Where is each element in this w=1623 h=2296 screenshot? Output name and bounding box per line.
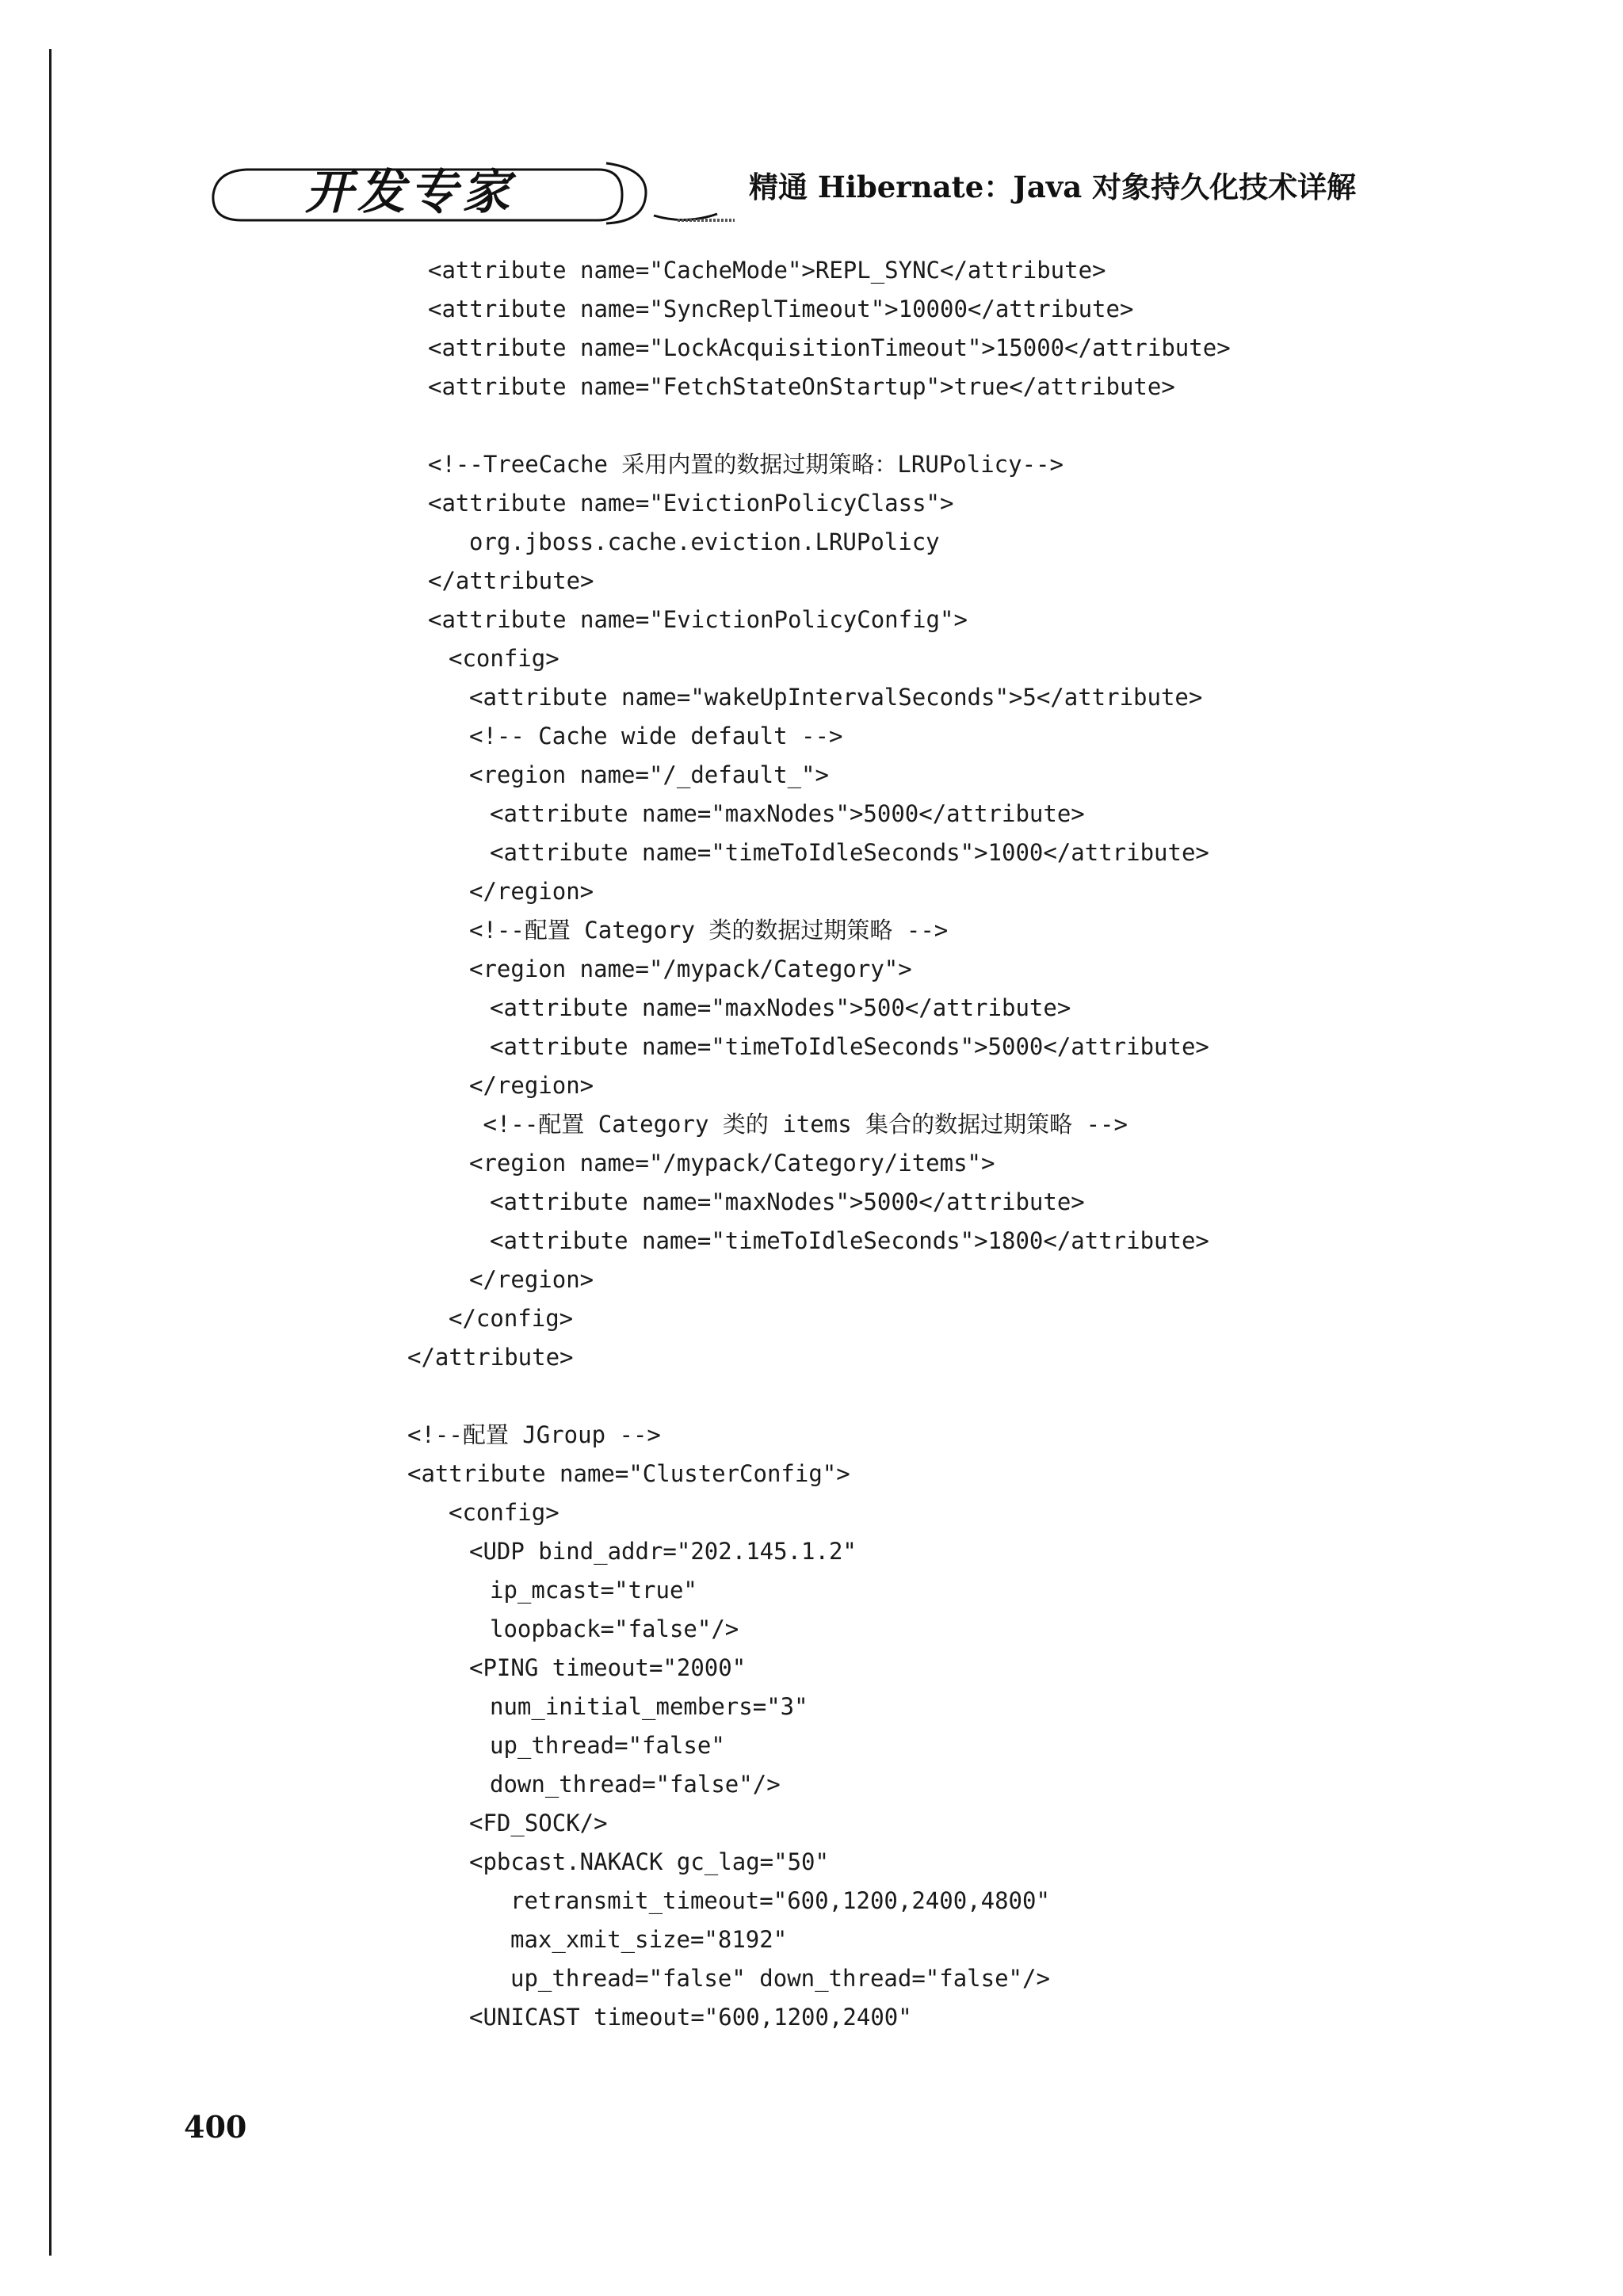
code-line: <attribute name="SyncReplTimeout">10000</attribute> bbox=[428, 296, 1134, 322]
code-line: <!-- Cache wide default --> bbox=[469, 723, 843, 749]
code-line: <attribute name="FetchStateOnStartup">true</attribute> bbox=[428, 373, 1175, 400]
code-line: <attribute name="LockAcquisitionTimeout">15000</attribute> bbox=[428, 334, 1231, 361]
code-line: retransmit_timeout="600,1200,2400,4800" bbox=[510, 1887, 1050, 1914]
page-header bbox=[210, 155, 1357, 231]
code-line: <attribute name="CacheMode">REPL_SYNC</attribute> bbox=[428, 257, 1106, 284]
code-line: <config> bbox=[449, 645, 559, 672]
code-line: </region> bbox=[469, 1266, 594, 1293]
code-line: <attribute name="timeToIdleSeconds">1000</attribute> bbox=[490, 839, 1209, 866]
code-line: down_thread="false"/> bbox=[490, 1771, 781, 1798]
code-line: <UDP bind_addr="202.145.1.2" bbox=[469, 1538, 857, 1565]
code-line: ip_mcast="true" bbox=[490, 1577, 697, 1604]
code-line: </attribute> bbox=[407, 1344, 574, 1371]
code-line: <!--配置 JGroup --> bbox=[407, 1421, 661, 1448]
code-line: <attribute name="maxNodes">5000</attribute> bbox=[490, 800, 1085, 827]
code-line: <region name="/mypack/Category"> bbox=[469, 955, 912, 982]
code-line: <attribute name="EvictionPolicyClass"> bbox=[428, 490, 954, 517]
page-number: 400 bbox=[184, 2109, 247, 2145]
code-line: <config> bbox=[449, 1499, 559, 1526]
code-line: <!--TreeCache 采用内置的数据过期策略：LRUPolicy--> bbox=[428, 451, 1064, 478]
code-line: <attribute name="timeToIdleSeconds">5000</attribute> bbox=[490, 1033, 1209, 1060]
code-line: <attribute name="maxNodes">500</attribute> bbox=[490, 994, 1071, 1021]
code-line: <attribute name="EvictionPolicyConfig"> bbox=[428, 606, 968, 633]
code-line: <attribute name="maxNodes">5000</attribute> bbox=[490, 1188, 1085, 1215]
code-line: <!--配置 Category 类的 items 集合的数据过期策略 --> bbox=[469, 1111, 1128, 1138]
code-line: org.jboss.cache.eviction.LRUPolicy bbox=[469, 528, 940, 555]
code-line: <region name="/_default_"> bbox=[469, 761, 829, 788]
code-line: </attribute> bbox=[428, 567, 594, 594]
code-line: <attribute name="ClusterConfig"> bbox=[407, 1460, 850, 1487]
code-line: </config> bbox=[449, 1305, 574, 1332]
code-line: <FD_SOCK/> bbox=[469, 1810, 608, 1836]
book-title: 精通 Hibernate：Java 对象持久化技术详解 bbox=[749, 170, 1357, 204]
code-line: <PING timeout="2000" bbox=[469, 1654, 747, 1681]
code-line: <attribute name="wakeUpIntervalSeconds">5</attribute> bbox=[469, 684, 1203, 711]
code-line: up_thread="false" down_thread="false"/> bbox=[510, 1965, 1050, 1992]
code-line: <attribute name="timeToIdleSeconds">1800</attribute> bbox=[490, 1227, 1209, 1254]
code-line: num_initial_members="3" bbox=[490, 1693, 808, 1720]
code-line: <!--配置 Category 类的数据过期策略 --> bbox=[469, 917, 949, 944]
code-line: <pbcast.NAKACK gc_lag="50" bbox=[469, 1848, 829, 1875]
code-line: max_xmit_size="8192" bbox=[510, 1926, 788, 1953]
code-line: <UNICAST timeout="600,1200,2400" bbox=[469, 2004, 912, 2031]
code-listing bbox=[0, 252, 1623, 2058]
code-line: up_thread="false" bbox=[490, 1732, 725, 1759]
code-line: </region> bbox=[469, 878, 594, 905]
code-line: <region name="/mypack/Category/items"> bbox=[469, 1150, 995, 1177]
series-logo-text: 开发专家 bbox=[305, 165, 514, 220]
code-line: </region> bbox=[469, 1072, 594, 1099]
code-line: loopback="false"/> bbox=[490, 1615, 739, 1642]
